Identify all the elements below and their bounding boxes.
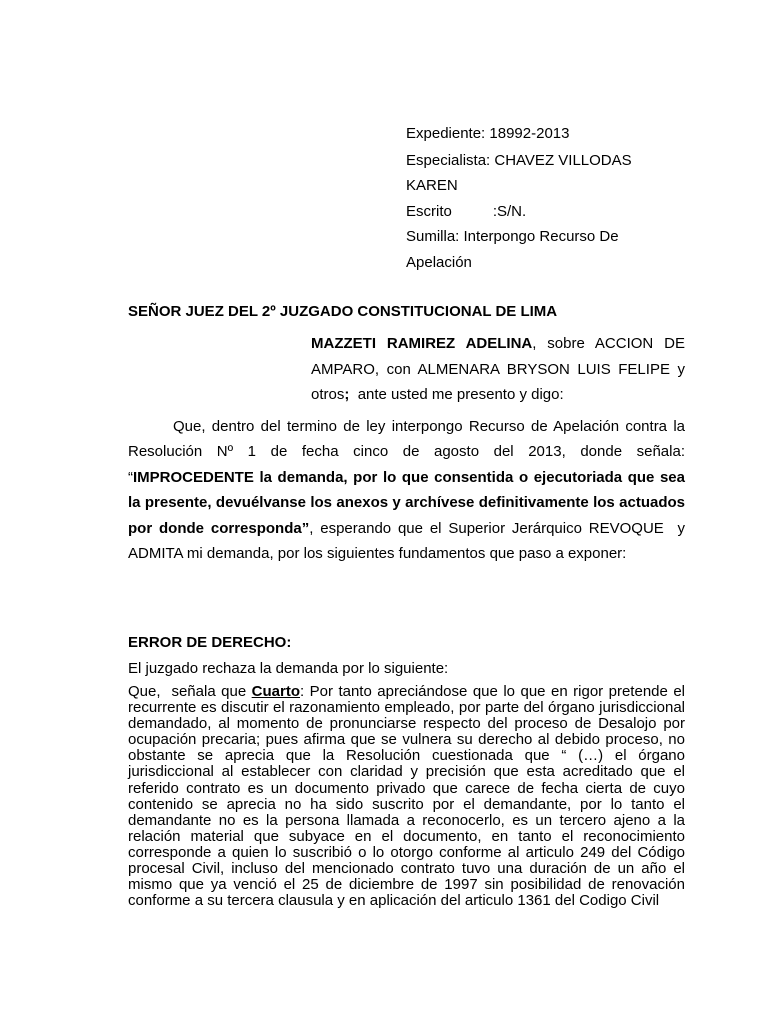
especialista-line-2: KAREN [406,177,458,194]
section-intro: El juzgado rechaza la demanda por lo siguiente: [128,660,449,677]
party-paragraph [311,331,685,408]
main-paragraph [128,414,689,566]
especialista-line-1: Especialista: CHAVEZ VILLODAS [406,151,632,169]
section-paragraph-start: Que, señala que [128,683,252,700]
escrito-value: :S/N. [492,202,527,220]
main-paragraph-rest: , esperando que el Superior Jerárquico REVOQUE y ADMITA mi demanda, por los siguientes fundamentos que paso a exponer: [128,519,689,563]
section-paragraph-rest: : Por tanto apreciándose que lo que en rigor pretende el recurrente es discutir el razonamiento empleado, por parte del órgano jurisdiccional demandado, al momento de pronunciarse respecto del proceso de Desalojo por ocupación precaria; pues afirma que se vulnera su derecho al debido proceso, no obstante se aprecia que la Resolución cuestionada que “ (…) el órgano jurisdiccional al establecer con claridad y precisión que esta acreditado que el referido contrato es un documento privado que carece de fecha cierta de cuyo contenido se aprecia no ha sido suscrito por el demandante, por lo tanto el demandante no es la persona llamada a reconocerlo, es un tercero ajeno a la relación material que subyace en el documento, en tanto el reconocimiento corresponde a quien lo suscribió o lo otorgo conforme al articulo 249 del Código procesal Civil, incluso del mencionado contrato tuvo una duración de un año el mismo que ya venció el 25 de diciembre de 1997 sin posibilidad de renovación conforme a su tercera clausula y en aplicación del articulo 1361 del Codigo Civil [128,683,685,910]
escrito-label: Escrito [406,202,452,220]
addressee-heading: SEÑOR JUEZ DEL 2º JUZGADO CONSTITUCIONAL DE LIMA [128,303,558,320]
section-paragraph-keyword: Cuarto [251,683,300,700]
party-semicolon: ; [344,386,350,403]
party-text-2: ante usted me presento y digo: [349,386,564,403]
expediente-line: Expediente: 18992-2013 [406,125,570,142]
section-title: ERROR DE DERECHO: [128,634,292,651]
main-paragraph-quote: IMPROCEDENTE la demanda, por lo que consentida o ejecutoriada que sea la presente, devuélvanse los anexos y archívese definitivamente los actuados por donde corresponda” [128,468,685,537]
main-paragraph-intro: Que, dentro del termino de ley interpongo Recurso de Apelación contra la Resolución Nº 1 de fecha cinco de agosto del 2013, donde señala: “ [128,418,685,486]
escrito-line [406,199,696,225]
section-paragraph [128,684,685,909]
sumilla-line-1: Sumilla: Interpongo Recurso De [406,228,619,245]
party-name: MAZZETI RAMIREZ ADELINA [311,335,533,352]
case-header [406,121,696,275]
party-text-1: , sobre ACCION DE AMPARO, con ALMENARA BRYSON LUIS FELIPE y otros [311,335,685,403]
sumilla-line-2: Apelación [406,253,472,271]
